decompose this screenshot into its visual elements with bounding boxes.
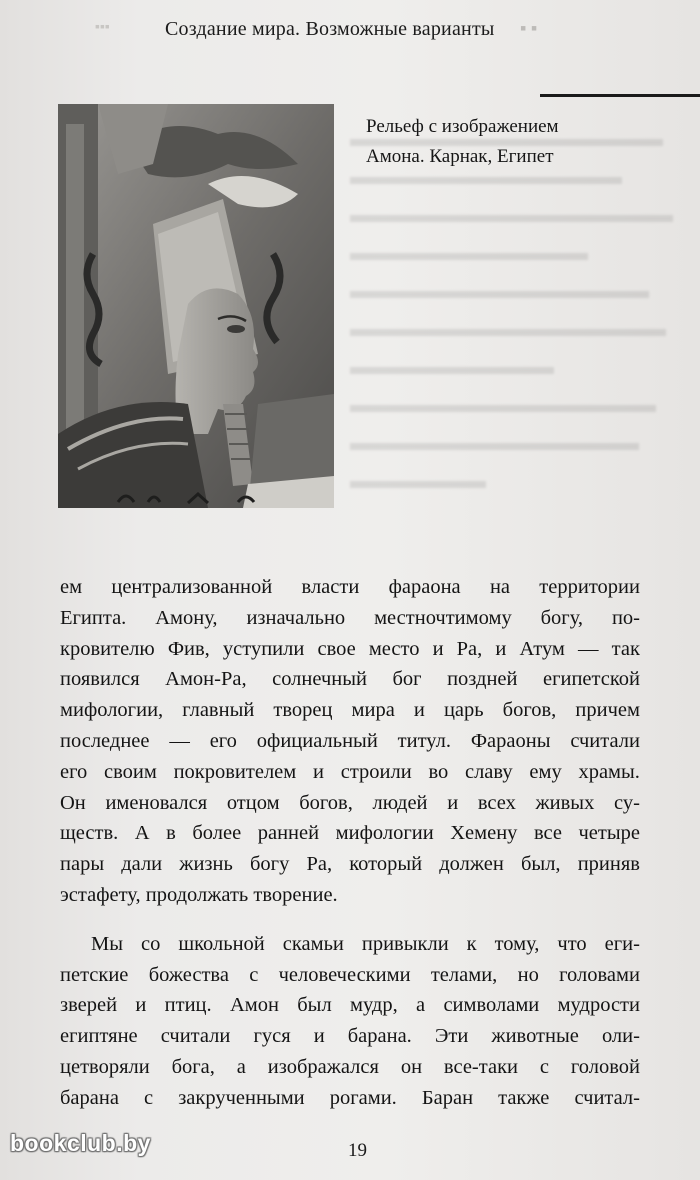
page-number: 19 — [348, 1140, 367, 1161]
amun-relief-photo — [58, 104, 334, 508]
text-line: мифологии, главный творец мира и царь богов, причем — [60, 699, 640, 722]
text-line: барана с закрученными рогами. Баран также считал- — [60, 1086, 640, 1109]
site-watermark: bookclub.by — [10, 1130, 151, 1156]
text-line: Он именовался отцом богов, людей и всех живых су- — [60, 791, 640, 814]
show-through-texture — [350, 90, 690, 650]
text-line: эстафету, продолжать творение. — [60, 883, 338, 906]
text-line: ществ. А в более ранней мифологии Хемену все четыре — [60, 822, 640, 845]
text-line: цетворяли бога, а изображался он все-таки с головой — [60, 1055, 640, 1078]
running-header-title: Создание мира. Возможные варианты — [165, 18, 495, 40]
text-line: пары дали жизнь богу Ра, который должен был, приняв — [60, 853, 640, 876]
show-through-header-fragment-right: ▪ ▪ — [520, 18, 538, 38]
relief-drawing — [58, 104, 334, 508]
header-rule — [540, 94, 700, 97]
body-text — [60, 572, 640, 1114]
text-line: египтяне считали гуся и барана. Эти животные оли- — [60, 1025, 640, 1048]
text-line: последнее — его официальный титул. Фараоны считали — [60, 729, 640, 752]
text-line: ем централизованной власти фараона на территории — [60, 576, 640, 598]
text-line: зверей и птиц. Амон был мудр, а символами мудрости — [60, 994, 640, 1017]
show-through-header-fragment: ▪▪▪ — [95, 20, 110, 35]
text-line: появился Амон-Ра, солнечный бог поздней египетской — [60, 668, 640, 691]
figure-caption — [366, 112, 686, 172]
text-line: Мы со школьной скамьи привыкли к тому, что еги- — [91, 932, 640, 955]
text-line: петские божества с человеческими телами, но головами — [60, 963, 640, 986]
text-line: Египта. Амону, изначально местночтимому богу, по- — [60, 606, 640, 629]
text-line: кровителю Фив, уступили свое место и Ра, и Атум — так — [60, 637, 640, 660]
caption-line: Рельеф с изображением — [366, 116, 559, 137]
text-line: его своим покровителем и строили во славу ему храмы. — [60, 760, 640, 783]
caption-line: Амона. Карнак, Египет — [366, 146, 554, 167]
